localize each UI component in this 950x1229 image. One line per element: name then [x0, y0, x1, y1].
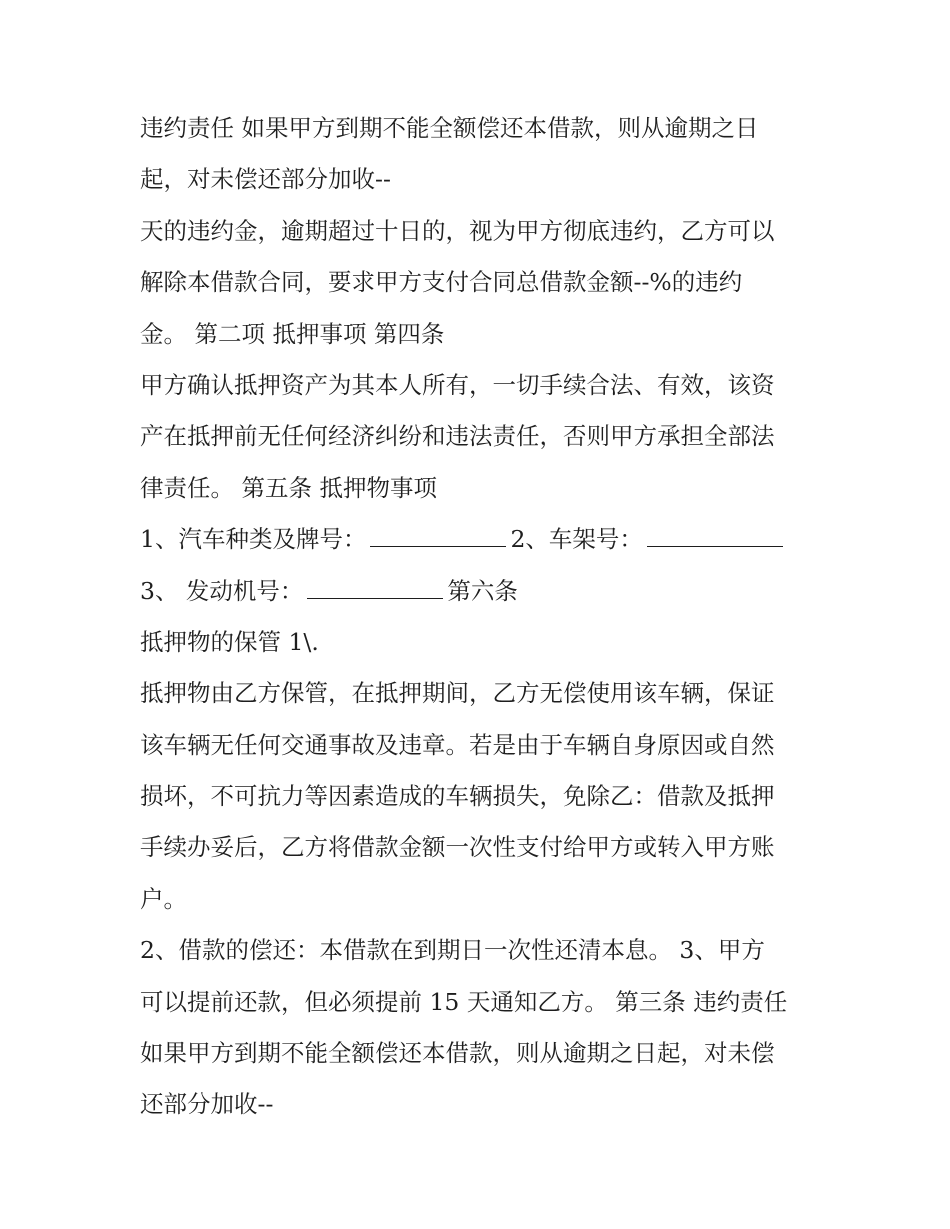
paragraph-line: 产在抵押前无任何经济纠纷和违法责任，否则甲方承担全部法 [140, 422, 775, 451]
paragraph-line: 如果甲方到期不能全额偿还本借款，则从逾期之日起，对未偿 [140, 1039, 775, 1068]
paragraph-line: 2、借款的偿还：本借款在到期日一次性还清本息。 3、甲方 [140, 936, 765, 965]
paragraph-line: 该车辆无任何交通事故及违章。若是由于车辆自身原因或自然 [140, 730, 775, 759]
paragraph-line: 甲方确认抵押资产为其本人所有，一切手续合法、有效，该资 [140, 370, 775, 399]
paragraph-line: 抵押物由乙方保管，在抵押期间，乙方无偿使用该车辆，保证 [140, 679, 775, 708]
paragraph-line: 天的违约金，逾期超过十日的，视为甲方彻底违约，乙方可以 [140, 216, 775, 245]
frame-blank [647, 526, 783, 547]
engine-info-line [140, 566, 820, 617]
paragraph-line: 损坏，不可抗力等因素造成的车辆损失，免除乙：借款及抵押 [140, 782, 775, 811]
paragraph-line: 还部分加收-- [140, 1090, 274, 1119]
engine-blank [307, 578, 443, 599]
paragraph-line: 抵押物的保管 1\. [140, 627, 319, 656]
paragraph-line: 起，对未偿还部分加收-- [140, 165, 391, 194]
paragraph-line: 户。 [140, 884, 187, 913]
paragraph-line: 手续办妥后，乙方将借款金额一次性支付给甲方或转入甲方账 [140, 833, 775, 862]
plate-blank [370, 526, 506, 547]
vehicle-info-line [140, 514, 820, 565]
document-body [140, 103, 820, 1131]
paragraph-line: 解除本借款合同，要求甲方支付合同总借款金额--%的违约 [140, 268, 743, 297]
article-six-heading: 第六条 [447, 576, 518, 605]
paragraph-line: 律责任。 第五条 抵押物事项 [140, 473, 437, 502]
paragraph-line: 违约责任 如果甲方到期不能全额偿还本借款，则从逾期之日 [140, 114, 759, 142]
frame-label: 2、车架号： [510, 525, 643, 554]
paragraph-line: 可以提前还款，但必须提前 15 天通知乙方。 第三条 违约责任 [140, 987, 788, 1016]
paragraph-line: 金。 第二项 抵押事项 第四条 [140, 319, 445, 348]
plate-label: 1、汽车种类及牌号： [140, 525, 367, 554]
engine-label: 3、 发动机号： [140, 576, 304, 605]
